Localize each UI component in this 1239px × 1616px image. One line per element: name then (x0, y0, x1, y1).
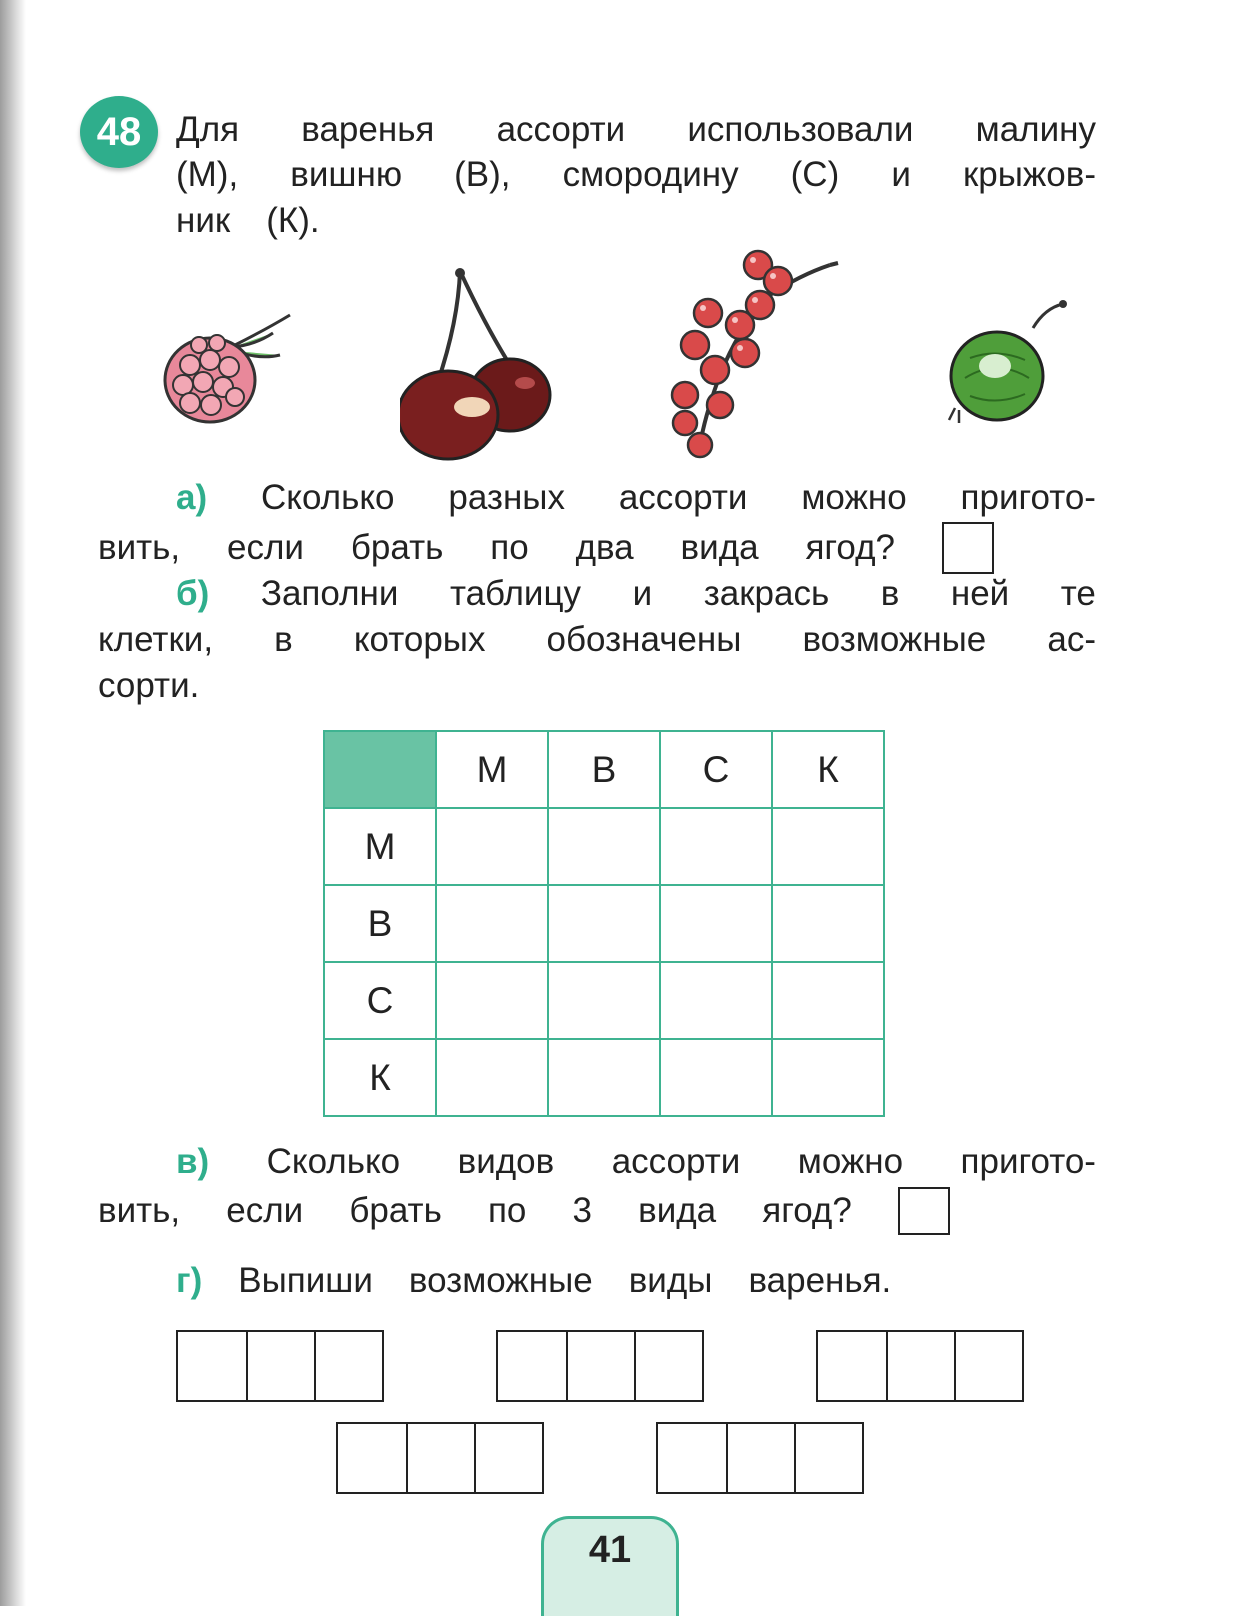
word: ассорти (618, 478, 748, 517)
letter-box[interactable] (246, 1332, 314, 1400)
berry-combination-table (323, 730, 885, 1117)
word: малину (975, 110, 1096, 149)
jam-answer-boxes[interactable] (176, 1330, 384, 1402)
row-header: С (324, 962, 436, 1039)
word: Заполни (260, 574, 399, 613)
word: ас- (1047, 620, 1096, 659)
column-header: К (772, 731, 884, 808)
word: вида (638, 1191, 717, 1230)
redcurrant-icon (660, 245, 850, 465)
letter-box[interactable] (566, 1332, 634, 1400)
letter-box[interactable] (474, 1424, 542, 1492)
answer-box-a[interactable] (942, 522, 994, 574)
word: варенья (301, 110, 435, 149)
table-cell[interactable] (772, 885, 884, 962)
word: Для (176, 110, 240, 149)
word: те (1060, 574, 1096, 613)
word: сорти. (98, 666, 200, 705)
part-b-line-1 (176, 572, 1096, 616)
table-cell[interactable] (772, 962, 884, 1039)
word: ягод? (762, 1191, 852, 1230)
word: можно (801, 478, 907, 517)
part-b-label: б) (176, 574, 210, 613)
word: брать (349, 1191, 442, 1230)
table-row (324, 885, 884, 962)
word: ягод? (805, 528, 896, 567)
word: которых (353, 620, 486, 659)
letter-box[interactable] (818, 1332, 886, 1400)
word: (К). (266, 201, 320, 240)
letter-box[interactable] (954, 1332, 1022, 1400)
table-cell[interactable] (436, 1039, 548, 1116)
word: (М), (176, 155, 239, 194)
word: обозначены (546, 620, 742, 659)
table-row (324, 1039, 884, 1116)
part-a-line-1 (176, 476, 1096, 520)
table-cell[interactable] (548, 1039, 660, 1116)
word: возможные (802, 620, 987, 659)
table-header-row (324, 731, 884, 808)
jam-answer-boxes[interactable] (336, 1422, 544, 1494)
intro-line-1 (176, 108, 1096, 152)
word: в (274, 620, 293, 659)
word: использовали (687, 110, 914, 149)
table-cell[interactable] (772, 808, 884, 885)
table-cell[interactable] (548, 962, 660, 1039)
letter-box[interactable] (726, 1424, 794, 1492)
word: Сколько (266, 1142, 401, 1181)
word: Выпиши (238, 1261, 373, 1300)
row-header: М (324, 808, 436, 885)
word: закрась (703, 574, 830, 613)
part-v-line-2 (98, 1187, 950, 1235)
word: (С) (790, 155, 840, 194)
row-header: К (324, 1039, 436, 1116)
word: ассорти (611, 1142, 741, 1181)
word: видов (457, 1142, 555, 1181)
letter-box[interactable] (886, 1332, 954, 1400)
gooseberry-icon (945, 298, 1075, 433)
word: в (880, 574, 900, 613)
table-cell[interactable] (548, 808, 660, 885)
raspberry-icon (155, 305, 295, 435)
table-cell[interactable] (436, 962, 548, 1039)
word: можно (797, 1142, 904, 1181)
page-number-tab (541, 1516, 679, 1616)
page-number: 41 (588, 1529, 632, 1571)
part-g-line-1 (176, 1259, 891, 1303)
letter-box[interactable] (314, 1332, 382, 1400)
column-header: В (548, 731, 660, 808)
word: брать (350, 528, 444, 567)
jam-answer-boxes[interactable] (816, 1330, 1024, 1402)
word: разных (448, 478, 565, 517)
word: клетки, (98, 620, 214, 659)
word: ник (176, 201, 231, 240)
table-row (324, 808, 884, 885)
table-row (324, 962, 884, 1039)
intro-line-3 (176, 199, 320, 243)
part-b-line-3 (98, 664, 199, 708)
cherry-icon (400, 265, 570, 465)
part-a-label: а) (176, 478, 208, 517)
task-number-badge: 48 (80, 96, 158, 168)
jam-answer-boxes[interactable] (656, 1422, 864, 1494)
word: вида (680, 528, 759, 567)
word: Сколько (261, 478, 395, 517)
letter-box[interactable] (498, 1332, 566, 1400)
table-cell[interactable] (436, 885, 548, 962)
word: виды (628, 1261, 713, 1300)
word: варенья. (748, 1261, 892, 1300)
letter-box[interactable] (658, 1424, 726, 1492)
word: по (487, 1191, 527, 1230)
table-cell[interactable] (660, 1039, 772, 1116)
table-cell[interactable] (548, 885, 660, 962)
word: по (490, 528, 529, 567)
table-cell[interactable] (436, 808, 548, 885)
word: таблицу (449, 574, 582, 613)
answer-box-v[interactable] (898, 1187, 950, 1235)
table-cell[interactable] (660, 885, 772, 962)
word: 3 (572, 1191, 592, 1230)
word: если (227, 528, 304, 567)
word: и (632, 574, 653, 613)
part-g-label: г) (176, 1261, 203, 1300)
row-header: В (324, 885, 436, 962)
word: пригото- (960, 478, 1096, 517)
part-v-line-1 (176, 1140, 1096, 1184)
word: крыжов- (962, 155, 1096, 194)
column-header: С (660, 731, 772, 808)
word: вить, (98, 1191, 181, 1230)
part-b-line-2 (98, 618, 1096, 662)
letter-box[interactable] (406, 1424, 474, 1492)
word: пригото- (960, 1142, 1096, 1181)
word: (В), (454, 155, 511, 194)
part-v-label: в) (176, 1142, 210, 1181)
word: два (575, 528, 634, 567)
word: вить, (98, 528, 181, 567)
table-corner-cell (324, 731, 436, 808)
letter-box[interactable] (794, 1424, 862, 1492)
word: и (891, 155, 911, 194)
column-header: М (436, 731, 548, 808)
jam-answer-boxes[interactable] (496, 1330, 704, 1402)
letter-box[interactable] (634, 1332, 702, 1400)
word: смородину (562, 155, 739, 194)
intro-line-2 (176, 153, 1096, 197)
book-spine-shadow (0, 0, 26, 1606)
word: ней (950, 574, 1010, 613)
table-cell[interactable] (660, 962, 772, 1039)
table-cell[interactable] (660, 808, 772, 885)
letter-box[interactable] (338, 1424, 406, 1492)
word: возможные (408, 1261, 593, 1300)
part-a-line-2 (98, 522, 994, 574)
letter-box[interactable] (178, 1332, 246, 1400)
table-cell[interactable] (772, 1039, 884, 1116)
word: ассорти (496, 110, 626, 149)
word: вишню (290, 155, 403, 194)
word: если (226, 1191, 304, 1230)
